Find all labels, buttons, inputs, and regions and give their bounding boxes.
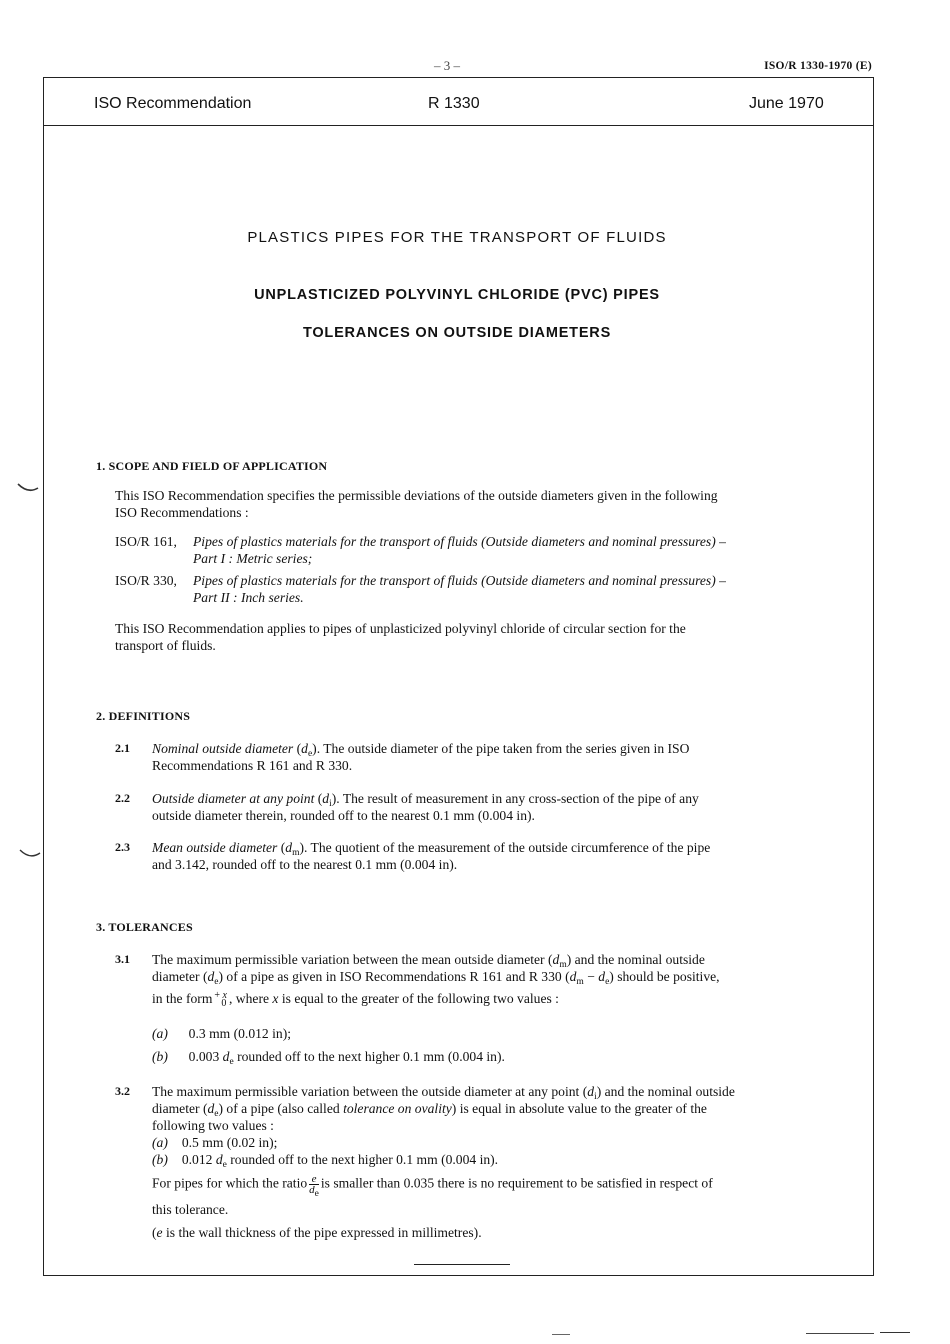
reference-title-330 xyxy=(193,572,726,606)
definition-term-2-2: Outside diameter at any point xyxy=(152,791,315,806)
tolerance-3-2-item-a: (a) 0.5 mm (0.02 in); xyxy=(152,1135,278,1150)
main-title: PLASTICS PIPES FOR THE TRANSPORT OF FLUIDS xyxy=(247,229,667,246)
tolerance-3-2-ratio-end: this tolerance. xyxy=(152,1202,229,1217)
scope-applies-line-1: This ISO Recommendation applies to pipes of unplasticized polyvinyl chloride of circular section for the xyxy=(115,621,686,636)
reference-title-161-text: Pipes of plastics materials for the transport of fluids (Outside diameters and nominal pressures) – xyxy=(193,534,726,549)
subscript-m: m xyxy=(292,848,300,858)
subtitle-pvc: UNPLASTICIZED POLYVINYL CHLORIDE (PVC) PIPES xyxy=(254,287,660,303)
reference-title-161 xyxy=(193,533,726,567)
section-heading-tolerances: 3. TOLERANCES xyxy=(96,920,193,934)
definition-text-2-1: . The outside diameter of the pipe taken from the series given in ISO xyxy=(316,741,690,756)
subscript-i: i xyxy=(329,799,332,809)
symbol-d: d xyxy=(301,741,308,756)
footer-mark-2 xyxy=(806,1333,874,1334)
definition-term-2-3: Mean outside diameter xyxy=(152,840,278,855)
reference-part-161: Part I : Metric series; xyxy=(193,551,313,566)
scope-applies-line-2: transport of fluids. xyxy=(115,638,216,653)
header-label-right: June 1970 xyxy=(749,95,824,112)
definition-text-2-2: . The result of measurement in any cross-section of the pipe of any xyxy=(336,791,699,806)
tolerance-3-2 xyxy=(152,1083,852,1241)
margin-mark-2 xyxy=(18,846,44,860)
ratio-fraction: $\frac{e}{d_e}$ xyxy=(309,1173,319,1199)
item-label-b: (b) xyxy=(152,1049,168,1064)
tolerance-number-3-2: 3.2 xyxy=(115,1084,130,1098)
definition-2-3: Mean outside diameter $(d_m)$. The quotient of the measurement of the outside circumference of the pipe and 3.142, rounded off to the nearest 0.1 mm (0.004 in). xyxy=(152,840,711,872)
section-heading-scope: 1. SCOPE AND FIELD OF APPLICATION xyxy=(96,459,328,473)
definition-text-2-2-line-2: outside diameter therein, rounded off to the nearest 0.1 mm (0.004 in). xyxy=(152,808,535,823)
definition-number-2-1: 2.1 xyxy=(115,741,130,755)
tolerance-3-2-item-b: (b) 0.012 $d_e$ rounded off to the next higher 0.1 mm (0.004 in). xyxy=(152,1152,499,1170)
tolerance-3-1-line-3: in the form + x 0 , where x is equal to the greater of the following two values : xyxy=(152,989,559,1009)
scope-intro-line-1: This ISO Recommendation specifies the permissible deviations of the outside diameters given in the following xyxy=(115,488,718,503)
footer-mark-3 xyxy=(880,1332,910,1333)
symbol-d: d xyxy=(285,840,293,855)
section-heading-definitions: 2. DEFINITIONS xyxy=(96,709,191,723)
scope-intro xyxy=(115,487,718,521)
document-reference: ISO/R 1330-1970 (E) xyxy=(764,60,872,72)
tolerance-3-2-ratio: For pipes for which the ratio $\frac{e}{d_e}$ is smaller than 0.035 there is no requirement to be satisfied in respect of xyxy=(152,1173,713,1199)
header-divider xyxy=(43,125,874,126)
tolerance-3-2-line-2: diameter $(d_e)$ of a pipe (also called tolerance on ovality) is equal in absolute value to the greater of the xyxy=(152,1101,707,1119)
reference-part-330: Part II : Inch series. xyxy=(193,590,304,605)
reference-title-330-text: Pipes of plastics materials for the transport of fluids (Outside diameters and nominal pressures) – xyxy=(193,573,726,588)
scope-intro-line-2: ISO Recommendations : xyxy=(115,505,249,520)
end-rule xyxy=(414,1264,510,1265)
definition-text-2-3-line-2: and 3.142, rounded off to the nearest 0.1 mm (0.004 in). xyxy=(152,857,458,872)
tolerance-3-1-item-b: (b) 0.003 $d_e$ rounded off to the next higher 0.1 mm (0.004 in). xyxy=(152,1049,505,1067)
subscript-e: e xyxy=(307,749,313,759)
tolerance-3-2-note: (e is the wall thickness of the pipe expressed in millimetres). xyxy=(152,1225,482,1240)
item-text-b: rounded off to the next higher 0.1 mm (0.004 in). xyxy=(237,1049,505,1064)
reference-code-330: ISO/R 330, xyxy=(115,573,177,588)
tolerance-3-2-line-3: following two values : xyxy=(152,1118,274,1133)
definition-text-2-1-line-2: Recommendations R 161 and R 330. xyxy=(152,758,353,773)
symbol-d: d xyxy=(322,791,330,806)
definition-text-2-3: . The quotient of the measurement of the outside circumference of the pipe xyxy=(304,840,711,855)
tolerance-3-1-item-a xyxy=(152,1025,291,1042)
scope-applies xyxy=(115,620,686,654)
definition-number-2-3: 2.3 xyxy=(115,840,130,854)
tolerance-3-1-line-2: diameter $(d_e)$ of a pipe as given in ISO Recommendations R 161 and R 330 $(d_m - d_e)$ should be positive, xyxy=(152,969,720,987)
tolerance-3-1-line-1: The maximum permissible variation between the mean outside diameter $(d_m)$ and the nominal outside xyxy=(152,952,705,970)
definition-2-1: Nominal outside diameter $(d_e)$. The outside diameter of the pipe taken from the series given in ISO Recommendations R 161 and R 330. xyxy=(152,741,690,773)
reference-code-161: ISO/R 161, xyxy=(115,534,177,549)
subtitle-tolerances: TOLERANCES ON OUTSIDE DIAMETERS xyxy=(302,325,612,341)
tolerance-number-3-1: 3.1 xyxy=(115,952,130,966)
definition-term-2-1: Nominal outside diameter xyxy=(152,741,294,756)
item-label-a: (a) xyxy=(152,1026,168,1041)
item-text-a: 0.3 mm (0.012 in); xyxy=(188,1026,291,1041)
definition-number-2-2: 2.2 xyxy=(115,791,130,805)
tolerance-3-2-line-1: The maximum permissible variation between the outside diameter at any point $(d_i)$ and the nominal outside xyxy=(152,1084,735,1102)
header-label-center: R 1330 xyxy=(428,95,480,112)
margin-mark-1 xyxy=(16,480,42,494)
tolerance-3-1 xyxy=(152,951,842,1008)
definition-2-2: Outside diameter at any point $(d_i)$. The result of measurement in any cross-section of the pipe of any outside diameter therein, rounded off to the nearest 0.1 mm (0.004 in). xyxy=(152,791,699,823)
header-label-left: ISO Recommendation xyxy=(94,95,252,112)
footer-mark-1 xyxy=(552,1334,570,1335)
item-text-b-value: 0.003 xyxy=(188,1049,220,1064)
page-number: – 3 – xyxy=(434,58,460,73)
